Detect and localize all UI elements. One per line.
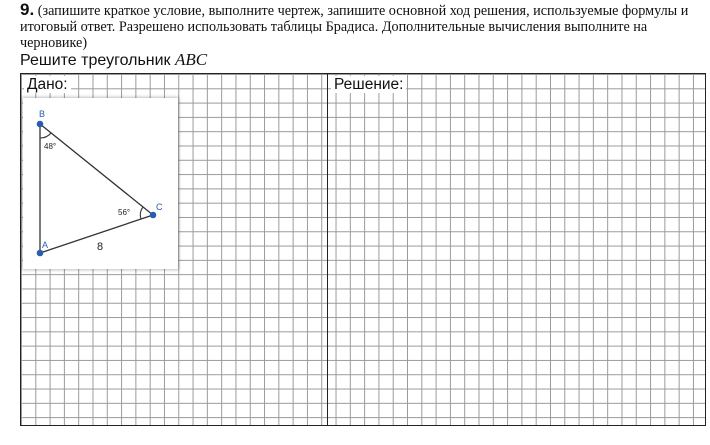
- triangle-drawing: [23, 98, 178, 269]
- given-label: Дано:: [24, 76, 71, 93]
- task-number: 9.: [20, 0, 35, 19]
- task-prompt: [20, 50, 207, 70]
- side-bc: [40, 124, 153, 215]
- angle-c-label: 56°: [118, 208, 131, 217]
- side-ac-label: 8: [97, 241, 104, 253]
- vertex-a-label: A: [42, 240, 49, 250]
- angle-c-arc: [140, 207, 143, 219]
- angle-b-arc: [40, 133, 51, 138]
- grid-divider: [327, 73, 328, 426]
- vertex-a-point: [37, 250, 44, 257]
- task-header: [20, 2, 705, 51]
- triangle-name: ABC: [175, 50, 208, 69]
- triangle-figure: [23, 98, 178, 269]
- vertex-b-point: [37, 121, 44, 128]
- angle-b-label: 48°: [44, 142, 57, 151]
- vertex-c-label: C: [156, 202, 163, 212]
- task-instructions: (запишите краткое условие, выполните чертеж, запишите основной ход решения, используемые формулы и итоговый ответ. Разрешено использовать таблицы Брадиса. Дополнительные вычисления выполните на черновике): [20, 3, 689, 51]
- vertex-c-point: [150, 212, 157, 219]
- prompt-text: Решите треугольник: [20, 52, 175, 69]
- solution-label: Решение:: [331, 76, 406, 93]
- vertex-b-label: B: [39, 109, 46, 119]
